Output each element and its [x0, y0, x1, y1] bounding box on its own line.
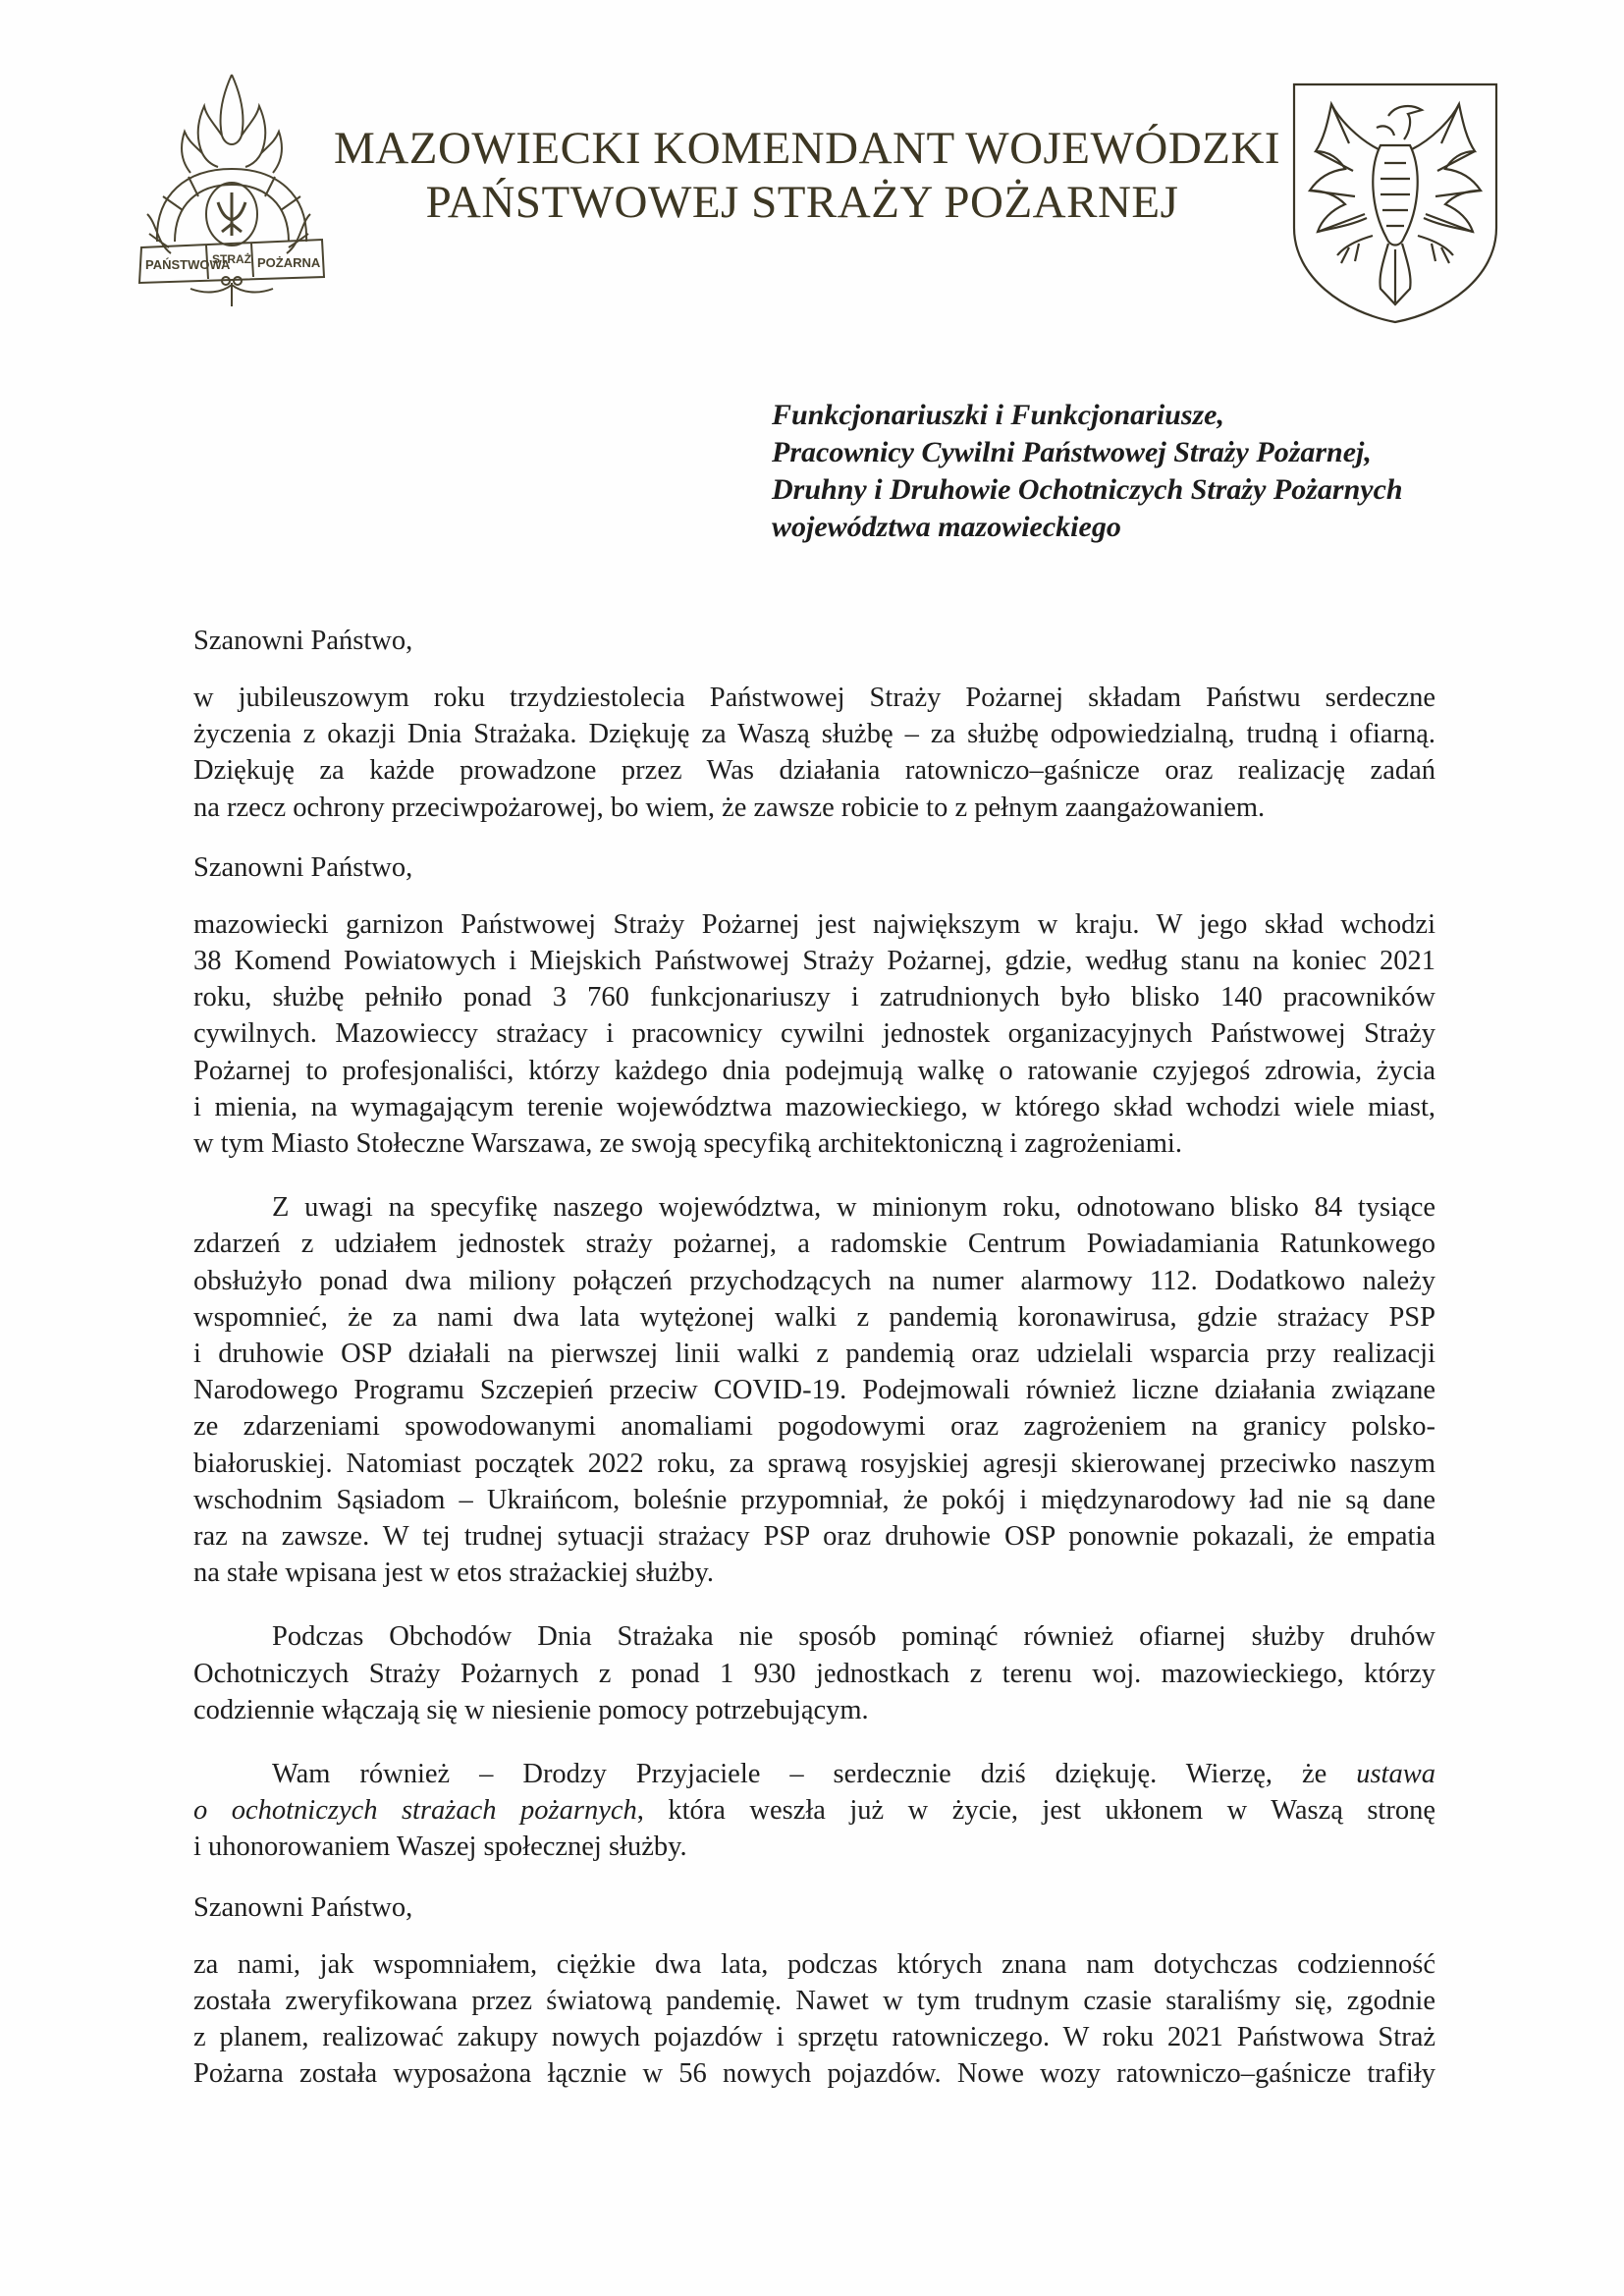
text-line: i uhonorowaniem Waszej społecznej służby.	[193, 1831, 687, 1863]
mazovia-coat-of-arms-icon	[1290, 81, 1500, 326]
text-line: codziennie włączają się w niesienie pomocy potrzebującym.	[193, 1694, 869, 1725]
text-line: ze zdarzeniami spowodowanymi anomaliami pogodowymi oraz zagrożeniem na granicy polsko-	[193, 1411, 1435, 1443]
text-line: Z uwagi na specyfikę naszego województwa, w minionym roku, odnotowano blisko 84 tysiące	[272, 1192, 1435, 1224]
text-line: mazowiecki garnizon Państwowej Straży Pożarnej jest największym w kraju. W jego skład wchodzi	[193, 908, 1435, 940]
letterhead-line-2: PAŃSTWOWEJ STRAŻY POŻARNEJ	[425, 177, 1179, 228]
paragraph-5	[193, 1756, 1435, 1866]
paragraph-4	[193, 1618, 1435, 1728]
text-line: w tym Miasto Stołeczne Warszawa, ze swoją specyfiką architektoniczną i zagrożeniami.	[193, 1128, 1182, 1160]
paragraph-3	[193, 1189, 1435, 1591]
text-run: Wam również – Drodzy Przyjaciele – serdecznie dziś dziękuję. Wierzę, że	[272, 1759, 1357, 1790]
text-line: Pożarnej to profesjonaliści, którzy każdego dnia podejmują walkę o ratowanie czyjegoś zdrowia, życia	[193, 1055, 1435, 1086]
text-line: 38 Komend Powiatowych i Miejskich Państwowej Straży Pożarnej, gdzie, według stanu na koniec 2021	[193, 946, 1435, 977]
salutation: Szanowni Państwo,	[193, 1891, 413, 1923]
svg-text:STRAŻ: STRAŻ	[212, 252, 251, 266]
letterhead-title	[334, 122, 1281, 230]
paragraph-1	[193, 680, 1435, 826]
letterhead-line-1: MAZOWIECKI KOMENDANT WOJEWÓDZKI	[334, 123, 1281, 174]
text-line: na rzecz ochrony przeciwpożarowej, bo wiem, że zawsze robicie to z pełnym zaangażowaniem.	[193, 792, 1266, 823]
letter-body	[193, 623, 1435, 2093]
addressee-line: Pracownicy Cywilni Państwowej Straży Pożarnej,	[772, 436, 1372, 468]
text-line: wschodnim Sąsiadom – Ukraińcom, boleśnie przypomniał, że pokój i międzynarodowy ład nie są dane	[193, 1484, 1435, 1515]
text-line: na stałe wpisana jest w etos strażackiej służby.	[193, 1558, 714, 1589]
text-line: Dziękuję za każde prowadzone przez Was działania ratowniczo–gaśnicze oraz realizację zadań	[193, 755, 1435, 787]
law-title-italic: ustawa	[1356, 1759, 1435, 1790]
text-line: zdarzeń z udziałem jednostek straży pożarnej, a radomskie Centrum Powiadamiania Ratunkowego	[193, 1229, 1435, 1260]
text-line: Narodowego Programu Szczepień przeciw COVID-19. Podejmowali również liczne działania związane	[193, 1375, 1435, 1406]
addressee-block	[772, 397, 1479, 546]
law-title-italic: o ochotniczych strażach pożarnych	[193, 1795, 637, 1827]
text-line	[193, 1792, 1435, 1829]
text-line: za nami, jak wspomniałem, ciężkie dwa lata, podczas których znana nam dotychczas codzienność	[193, 1948, 1435, 1980]
text-line: raz na zawsze. W tej trudnej sytuacji strażacy PSP oraz druhowie OSP ponownie pokazali, że empatia	[193, 1521, 1435, 1553]
paragraph-2	[193, 906, 1435, 1162]
text-run: , która weszła już w życie, jest ukłonem w Waszą stronę	[636, 1795, 1435, 1827]
text-line: Ochotniczych Straży Pożarnych z ponad 1 930 jednostkach z terenu woj. mazowieckiego, którzy	[193, 1658, 1435, 1689]
text-line: białoruskiej. Natomiast początek 2022 roku, za sprawą rosyjskiej agresji skierowanej przeciwko naszym	[193, 1448, 1435, 1479]
text-line: i druhowie OSP działali na pierwszej linii walki z pandemią oraz udzielali wsparcia przy realizacji	[193, 1339, 1435, 1370]
text-line: w jubileuszowym roku trzydziestolecia Państwowej Straży Pożarnej składam Państwu serdeczne	[193, 683, 1435, 713]
text-line: została zweryfikowana przez światową pandemię. Nawet w tym trudnym czasie staraliśmy się, zgodnie	[193, 1985, 1435, 2016]
paragraph-6	[193, 1946, 1435, 2093]
addressee-line: Druhny i Druhowie Ochotniczych Straży Pożarnych	[772, 473, 1403, 506]
text-line: cywilnych. Mazowieccy strażacy i pracownicy cywilni jednostek organizacyjnych Państwowej Straży	[193, 1018, 1435, 1050]
text-line: życzenia z okazji Dnia Strażaka. Dziękuję za Waszą służbę – za służbę odpowiedzialną, trudną i ofiarną.	[193, 719, 1435, 750]
svg-text:POŻARNA: POŻARNA	[257, 255, 321, 270]
text-line: i mienia, na wymagającym terenie województwa mazowieckiego, w którego skład wchodzi wiele miast,	[193, 1091, 1435, 1122]
text-line: Podczas Obchodów Dnia Strażaka nie sposób pominąć również ofiarnej służby druhów	[272, 1621, 1435, 1653]
text-line: Pożarna została wyposażona łącznie w 56 nowych pojazdów. Nowe wozy ratowniczo–gaśnicze trafiły	[193, 2058, 1435, 2090]
svg-text:PAŃSTWOWA: PAŃSTWOWA	[145, 257, 231, 272]
text-line: obsłużyło ponad dwa miliony połączeń przychodzących na numer alarmowy 112. Dodatkowo należy	[193, 1265, 1435, 1296]
psp-badge-icon	[128, 67, 336, 310]
text-line: z planem, realizować zakupy nowych pojazdów i sprzętu ratowniczego. W roku 2021 Państwowa Straż	[193, 2022, 1435, 2053]
text-line	[193, 1756, 1435, 1792]
addressee-line: Funkcjonariuszki i Funkcjonariusze,	[772, 399, 1225, 431]
salutation: Szanowni Państwo,	[193, 626, 413, 656]
addressee-line: województwa mazowieckiego	[772, 511, 1121, 543]
text-line: roku, służbę pełniło ponad 3 760 funkcjonariuszy i zatrudnionych było blisko 140 pracowników	[193, 982, 1435, 1013]
text-line: wspomnieć, że za nami dwa lata wytężonej walki z pandemią koronawirusa, gdzie strażacy PSP	[193, 1301, 1435, 1333]
salutation: Szanowni Państwo,	[193, 851, 413, 883]
